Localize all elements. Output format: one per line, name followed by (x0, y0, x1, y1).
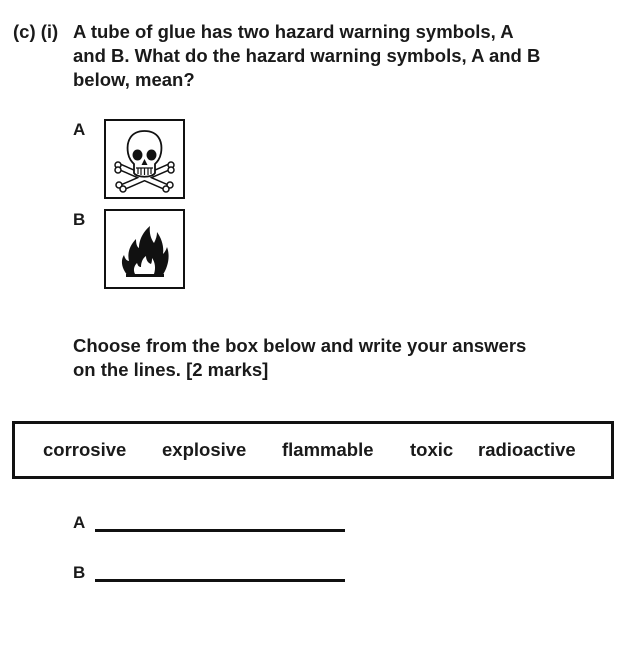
instruction-line: on the lines. [2 marks] (73, 359, 269, 380)
symbol-a-label: A (73, 120, 86, 139)
flame-icon (106, 211, 183, 287)
word-option-corrosive: corrosive (43, 439, 127, 460)
question-line: and B. What do the hazard warning symbols, A and B (73, 45, 541, 66)
word-option-radioactive: radioactive (478, 439, 576, 460)
symbol-b-box (104, 209, 185, 289)
instruction-line: Choose from the box below and write your answers (73, 335, 527, 356)
answer-b-label: B (73, 563, 86, 582)
question-line: below, mean? (73, 69, 195, 90)
instruction-text (73, 334, 526, 382)
answer-a-label: A (73, 513, 86, 532)
word-option-toxic: toxic (410, 439, 454, 460)
answer-b-line[interactable] (95, 579, 345, 582)
answer-a-line[interactable] (95, 529, 345, 532)
symbol-a-box (104, 119, 185, 199)
symbol-b-label: B (73, 210, 86, 229)
skull-and-crossbones-icon (106, 121, 183, 197)
question-text (73, 20, 618, 92)
word-option-flammable: flammable (282, 439, 374, 460)
word-box (12, 421, 614, 479)
question-number: (c) (i) (13, 21, 59, 42)
word-option-explosive: explosive (162, 439, 247, 460)
question-line: A tube of glue has two hazard warning symbols, A (73, 21, 514, 42)
